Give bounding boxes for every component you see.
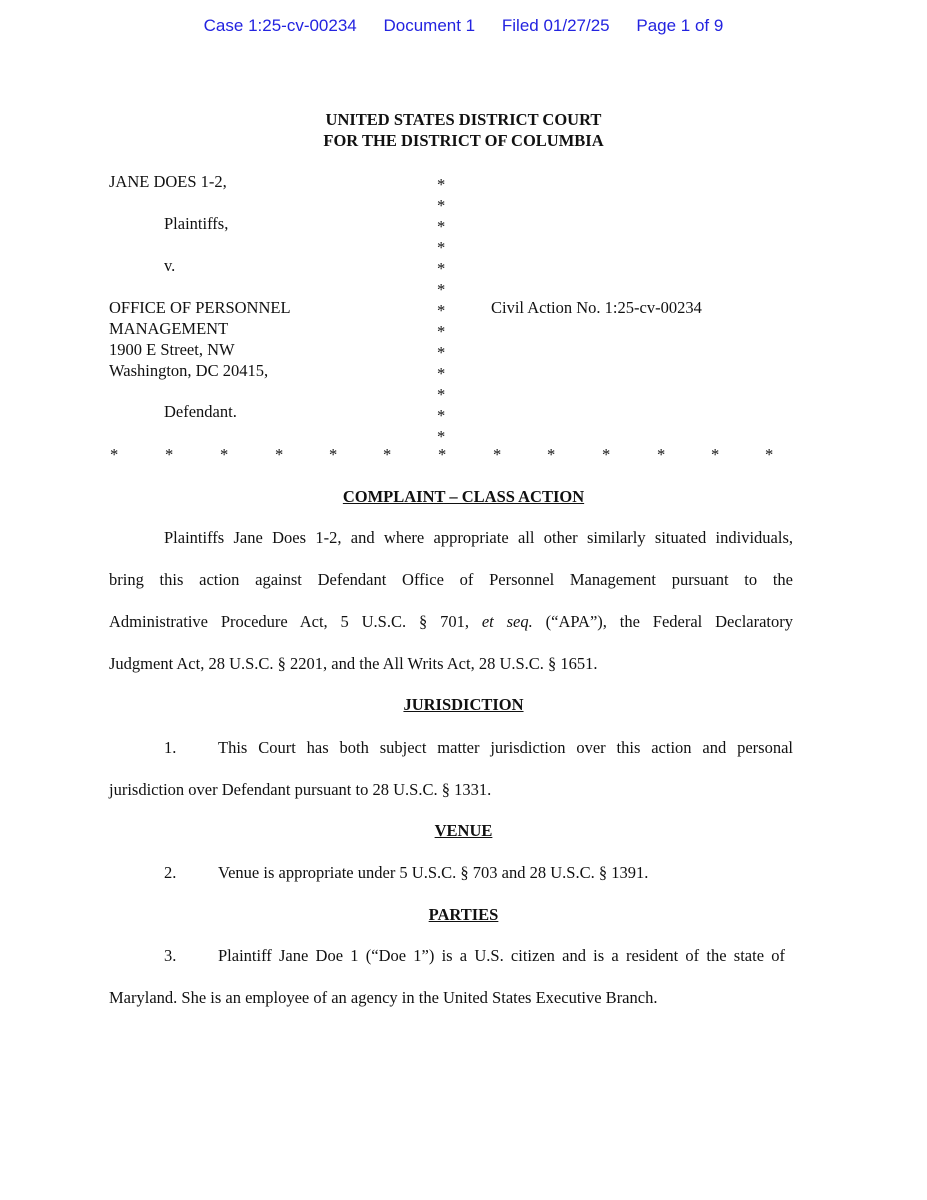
caption-star: * <box>438 445 447 464</box>
defendant-line: OFFICE OF PERSONNEL <box>109 298 291 317</box>
intro-line: Judgment Act, 28 U.S.C. § 2201, and the All Writs Act, 28 U.S.C. § 1651. <box>109 654 598 673</box>
paragraph-line: Venue is appropriate under 5 U.S.C. § 703 and 28 U.S.C. § 1391. <box>218 863 649 882</box>
caption-star: * <box>437 259 446 278</box>
heading-venue: VENUE <box>434 821 493 840</box>
defendant-line: Washington, DC 20415, <box>109 361 269 380</box>
case-number: Case 1:25-cv-00234 <box>203 16 357 35</box>
document-number: Document 1 <box>383 16 476 35</box>
caption-star: * <box>547 445 556 464</box>
caption-star: * <box>329 445 338 464</box>
page-number: Page 1 of 9 <box>636 16 724 35</box>
caption-star: * <box>711 445 720 464</box>
caption-star: * <box>437 343 446 362</box>
intro-line: Plaintiffs Jane Does 1-2, and where appropriate all other similarly situated individuals, <box>164 528 793 547</box>
caption-star: * <box>110 445 119 464</box>
caption-star: * <box>437 238 446 257</box>
defendant-line: 1900 E Street, NW <box>109 340 235 359</box>
court-name: UNITED STATES DISTRICT COURT <box>325 110 602 129</box>
paragraph-number: 1. <box>164 738 177 757</box>
complaint-title: COMPLAINT – CLASS ACTION <box>342 487 585 506</box>
caption-star: * <box>220 445 229 464</box>
paragraph-line: This Court has both subject matter jurisdiction over this action and personal <box>218 738 793 757</box>
caption-star: * <box>437 427 446 446</box>
caption-star: * <box>437 385 446 404</box>
caption-star: * <box>657 445 666 464</box>
caption-star: * <box>165 445 174 464</box>
paragraph-number: 3. <box>164 946 177 965</box>
paragraph-number: 2. <box>164 863 177 882</box>
caption-star: * <box>437 301 446 320</box>
plaintiffs-label: Plaintiffs, <box>164 214 229 233</box>
intro-line3-rest: (“APA”), the Federal Declaratory <box>532 612 794 631</box>
versus: v. <box>164 256 176 275</box>
intro-line: bring this action against Defendant Office of Personnel Management pursuant to the <box>109 570 793 589</box>
heading-parties: PARTIES <box>428 905 499 924</box>
caption-star: * <box>383 445 392 464</box>
intro-italic: et seq. <box>481 612 533 631</box>
plaintiffs-name: JANE DOES 1-2, <box>109 172 227 191</box>
caption-star: * <box>437 406 446 425</box>
filed-date: Filed 01/27/25 <box>501 16 610 35</box>
caption-star: * <box>275 445 284 464</box>
heading-jurisdiction: JURISDICTION <box>403 695 524 714</box>
caption-star: * <box>437 322 446 341</box>
paragraph-line: Maryland. She is an employee of an agency in the United States Executive Branch. <box>109 988 658 1007</box>
caption-star: * <box>437 280 446 299</box>
caption-star: * <box>493 445 502 464</box>
paragraph-line: Plaintiff Jane Doe 1 (“Doe 1”) is a U.S. citizen and is a resident of the state of <box>218 946 785 965</box>
caption-star: * <box>602 445 611 464</box>
court-district: FOR THE DISTRICT OF COLUMBIA <box>323 131 604 150</box>
intro-line <box>109 612 793 632</box>
caption-star: * <box>437 364 446 383</box>
caption-star: * <box>765 445 774 464</box>
civil-action-number: Civil Action No. 1:25-cv-00234 <box>491 298 702 317</box>
defendant-line: MANAGEMENT <box>109 319 229 338</box>
caption-star: * <box>437 175 446 194</box>
defendant-label: Defendant. <box>164 402 237 421</box>
caption-star: * <box>437 217 446 236</box>
ecf-header <box>0 16 927 36</box>
intro-line3-start: Administrative Procedure Act, 5 U.S.C. § 701, <box>109 612 482 631</box>
paragraph-line: jurisdiction over Defendant pursuant to 28 U.S.C. § 1331. <box>109 780 492 799</box>
caption-star: * <box>437 196 446 215</box>
